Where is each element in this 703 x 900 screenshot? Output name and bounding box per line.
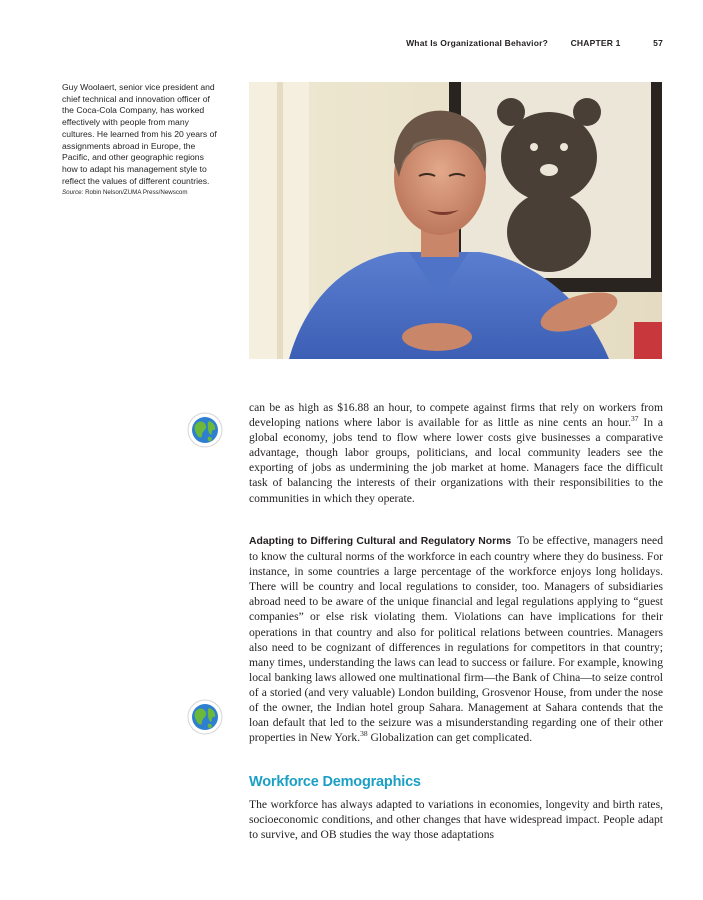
executive-photo (249, 82, 662, 359)
paragraph-workforce-demographics (249, 797, 663, 842)
reference-number: 37 (631, 414, 639, 424)
caption-text: Guy Woolaert, senior vice president and chief technical and innovation officer of the Coca-Cola Company, has worked effectively with people from many cultures. He learned from his 20 years of assignments abroad in Europe, the Pacific, and other geographic regions how to adapt his management style to reflect the values of different countries. (62, 82, 217, 186)
paragraph-text: The workforce has always adapted to variations in economies, longevity and birth rates, socioeconomic conditions, and other changes that have widespread impact. People adapt to survive, and OB studies the way those adaptations (249, 798, 663, 842)
paragraph-text: Globalization can get complicated. (367, 731, 533, 745)
run-in-heading: Adapting to Differing Cultural and Regulatory Norms (249, 536, 512, 547)
photo-illustration (249, 82, 662, 359)
photo-caption (62, 82, 220, 197)
reference-number: 38 (360, 729, 368, 739)
source-text: Robin Nelson/ZUMA Press/Newscom (85, 189, 188, 197)
globe-icon (187, 412, 223, 448)
paragraph-text: can be as high as $16.88 an hour, to compete against firms that rely on workers from developing nations where labor is available for as little as nine cents an hour. (249, 401, 663, 430)
chapter-label: CHAPTER 1 (570, 38, 621, 48)
paragraph-text: To be effective, managers need to know the cultural norms of the workforce in each country where they do business. For instance, in some countries a large percentage of the workforce enjoys long holidays. There will be country and local regulations to consider, too. Managers of subsidiaries abroad need to be aware of the unique financial and legal regulations applying to “guest companies” or else risk violating them. Violations can have implications for their operations in that country and also for political relations between countries. Managers also need to be cognizant of differences in regulations for competitors in that country; many times, understanding the laws can lead to success or failure. For example, knowing local banking laws allowed one multinational firm—the Bank of China—to seize control of a storied (and very valuable) London building, Grosvenor House, from under the nose of the owner, the Indian hotel group Sahara. Management at Sahara contends that the loan default that led to the seizure was a misunderstanding regarding one of their other properties in New York. (249, 534, 663, 745)
paragraph-labor-costs (249, 400, 663, 506)
paragraph-cultural-norms (249, 533, 663, 745)
photo-source (62, 188, 220, 197)
paragraph-text: In a global economy, jobs tend to flow where lower costs give businesses a comparative advantage, though labor groups, politicians, and local community leaders see the exporting of jobs as undermining the job market at home. Managers face the difficult task of balancing the interests of their organizations with their responsibilities to the communities in which they operate. (249, 416, 663, 505)
source-label: Source: (62, 189, 84, 197)
running-header (406, 38, 663, 48)
section-heading: Workforce Demographics (249, 774, 421, 790)
globe-icon (187, 699, 223, 735)
page-number: 57 (653, 38, 663, 48)
running-header-title: What Is Organizational Behavior? (406, 38, 549, 48)
